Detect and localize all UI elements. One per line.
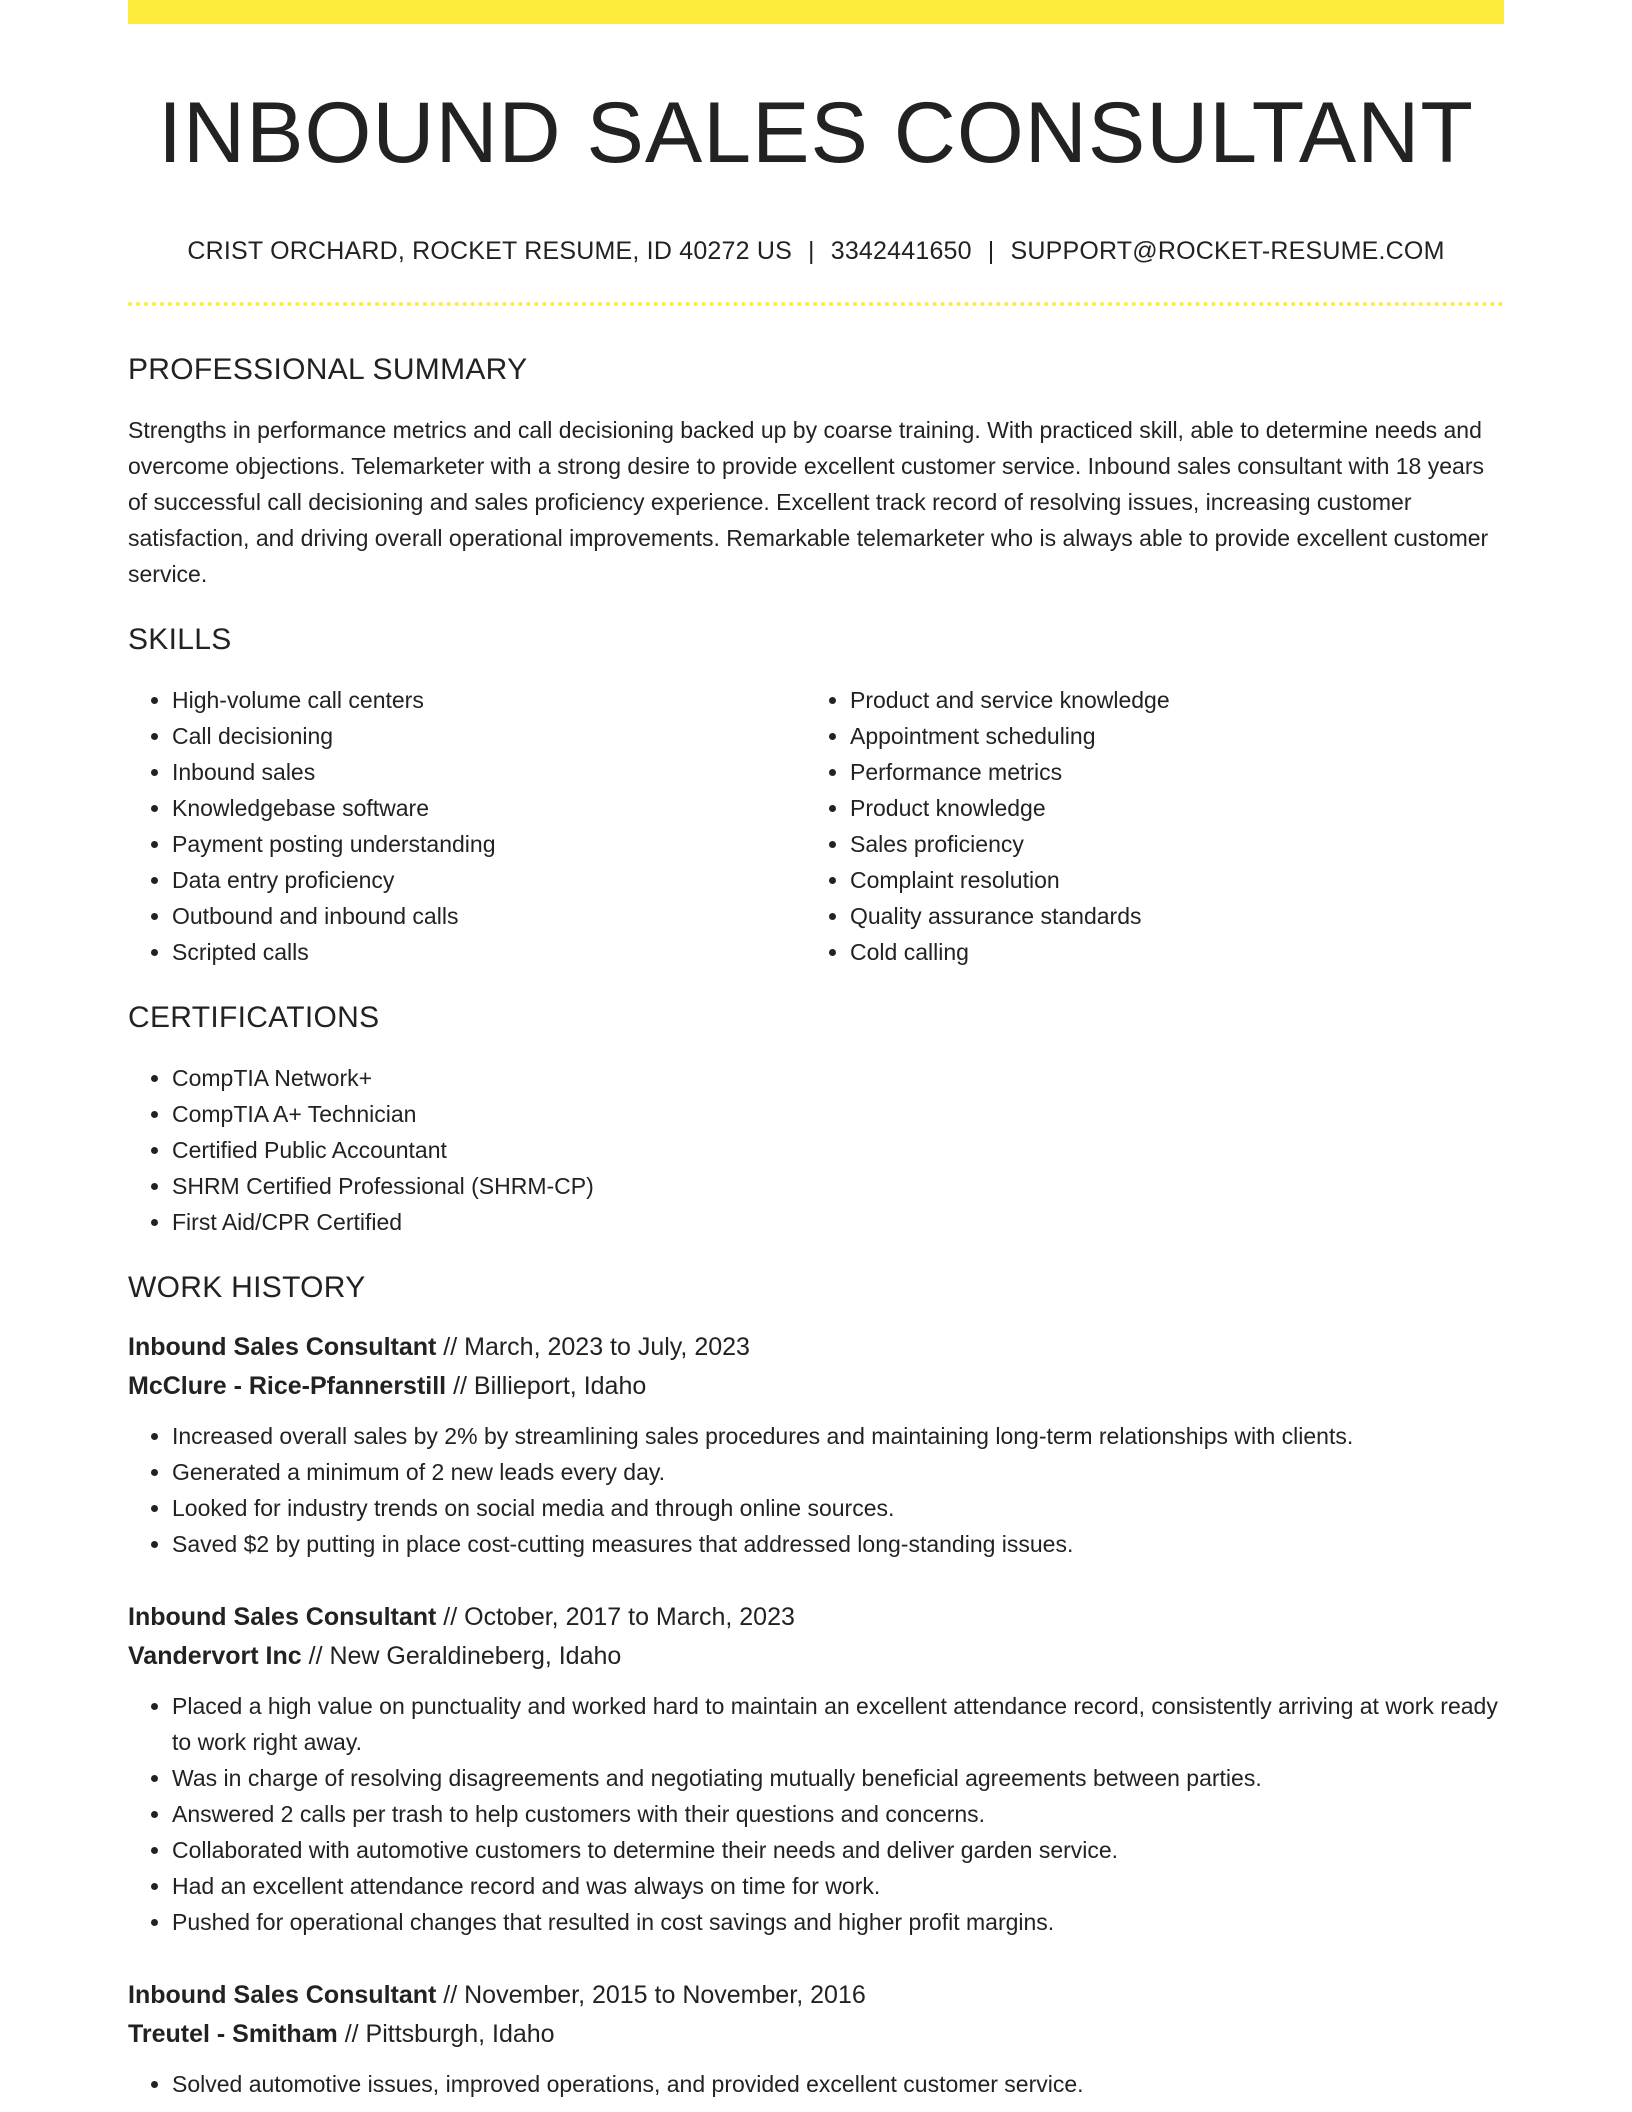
job-bullet: • Collaborated with automotive customers to determine their needs and deliver garden service. xyxy=(172,1832,1504,1868)
job-title-line xyxy=(128,1598,1504,1637)
job-bullet: • Had an excellent attendance record and was always on time for work. xyxy=(172,1868,1504,1904)
skill-item: • Data entry proficiency xyxy=(172,862,806,898)
certifications-list xyxy=(128,1060,1504,1240)
contact-phone: 3342441650 xyxy=(830,237,972,266)
job-role: Inbound Sales Consultant xyxy=(128,1980,437,2009)
job-bullet: • Generated a minimum of 2 new leads every day. xyxy=(172,1454,1504,1490)
certification-item: • First Aid/CPR Certified xyxy=(172,1204,1504,1240)
contact-separator: | xyxy=(987,237,995,266)
job-location: // Billieport, Idaho xyxy=(446,1371,647,1400)
skills-list-left xyxy=(128,682,806,970)
job-dates: // November, 2015 to November, 2016 xyxy=(436,1980,866,2009)
skills-columns xyxy=(128,682,1504,970)
certification-item: • Certified Public Accountant xyxy=(172,1132,1504,1168)
job-role: Inbound Sales Consultant xyxy=(128,1332,437,1361)
skill-item: • Inbound sales xyxy=(172,754,806,790)
skill-item: • Quality assurance standards xyxy=(850,898,1484,934)
skill-item: • Cold calling xyxy=(850,934,1484,970)
skill-item: • Sales proficiency xyxy=(850,826,1484,862)
job-location: // New Geraldineberg, Idaho xyxy=(301,1641,622,1670)
job-bullet: • Saved $2 by putting in place cost-cutting measures that addressed long-standing issues. xyxy=(172,1526,1504,1562)
contact-address: CRIST ORCHARD, ROCKET RESUME, ID 40272 US xyxy=(187,237,793,266)
summary-heading: PROFESSIONAL SUMMARY xyxy=(128,352,528,386)
job-company-line xyxy=(128,1367,1504,1406)
job-entry xyxy=(128,1976,1504,2102)
job-company-line xyxy=(128,2015,1504,2054)
certification-item: • SHRM Certified Professional (SHRM-CP) xyxy=(172,1168,1504,1204)
job-bullet: • Solved automotive issues, improved operations, and provided excellent customer service. xyxy=(172,2066,1504,2102)
job-location: // Pittsburgh, Idaho xyxy=(337,2019,555,2048)
skills-list-right xyxy=(806,682,1484,970)
certification-item: • CompTIA Network+ xyxy=(172,1060,1504,1096)
job-bullet: • Placed a high value on punctuality and worked hard to maintain an excellent attendance record, consistently arriving at work ready to work right away. xyxy=(172,1688,1504,1760)
job-title-line xyxy=(128,1328,1504,1367)
job-company: Vandervort Inc xyxy=(128,1641,302,1670)
job-title-line xyxy=(128,1976,1504,2015)
job-company: Treutel - Smitham xyxy=(128,2019,338,2048)
work-history-heading: WORK HISTORY xyxy=(128,1270,366,1304)
skills-heading: SKILLS xyxy=(128,622,232,656)
contact-separator: | xyxy=(808,237,815,266)
skill-item: • Product knowledge xyxy=(850,790,1484,826)
job-entry xyxy=(128,1598,1504,1940)
contact-email: SUPPORT@ROCKET-RESUME.COM xyxy=(1010,237,1445,266)
dotted-divider xyxy=(128,302,1504,306)
certifications-heading: CERTIFICATIONS xyxy=(128,1000,380,1034)
job-bullets xyxy=(128,1688,1504,1940)
summary-text: Strengths in performance metrics and call decisioning backed up by coarse training. With practiced skill, able to determine needs and overcome objections. Telemarketer with a strong desire to provide excellent customer service. Inbound sales consultant with 18 years of successful call decisioning and sales proficiency experience. Excellent track record of resolving issues, increasing customer satisfaction, and driving overall operational improvements. Remarkable telemarketer who is always able to provide excellent customer service. xyxy=(128,416,1489,587)
accent-top-bar xyxy=(128,0,1504,24)
skill-item: • Payment posting understanding xyxy=(172,826,806,862)
skill-item: • High-volume call centers xyxy=(172,682,806,718)
contact-line xyxy=(128,235,1504,268)
skill-item: • Appointment scheduling xyxy=(850,718,1484,754)
job-dates: // March, 2023 to July, 2023 xyxy=(436,1332,750,1361)
job-bullet: • Answered 2 calls per trash to help customers with their questions and concerns. xyxy=(172,1796,1504,1832)
job-company: McClure - Rice-Pfannerstill xyxy=(128,1371,447,1400)
skill-item: • Scripted calls xyxy=(172,934,806,970)
skill-item: • Product and service knowledge xyxy=(850,682,1484,718)
skill-item: • Complaint resolution xyxy=(850,862,1484,898)
resume-page xyxy=(128,0,1504,2102)
skill-item: • Knowledgebase software xyxy=(172,790,806,826)
job-dates: // October, 2017 to March, 2023 xyxy=(436,1602,795,1631)
job-bullet: • Was in charge of resolving disagreements and negotiating mutually beneficial agreements between parties. xyxy=(172,1760,1504,1796)
certification-item: • CompTIA A+ Technician xyxy=(172,1096,1504,1132)
job-company-line xyxy=(128,1637,1504,1676)
skill-item: • Outbound and inbound calls xyxy=(172,898,806,934)
resume-name: INBOUND SALES CONSULTANT xyxy=(158,85,1474,181)
skill-item: • Call decisioning xyxy=(172,718,806,754)
job-bullets xyxy=(128,2066,1504,2102)
job-bullet: • Increased overall sales by 2% by streamlining sales procedures and maintaining long-term relationships with clients. xyxy=(172,1418,1504,1454)
job-bullet: • Pushed for operational changes that resulted in cost savings and higher profit margins. xyxy=(172,1904,1504,1940)
job-bullets xyxy=(128,1418,1504,1562)
job-entry xyxy=(128,1328,1504,1562)
skill-item: • Performance metrics xyxy=(850,754,1484,790)
job-role: Inbound Sales Consultant xyxy=(128,1602,437,1631)
job-bullet: • Looked for industry trends on social media and through online sources. xyxy=(172,1490,1504,1526)
